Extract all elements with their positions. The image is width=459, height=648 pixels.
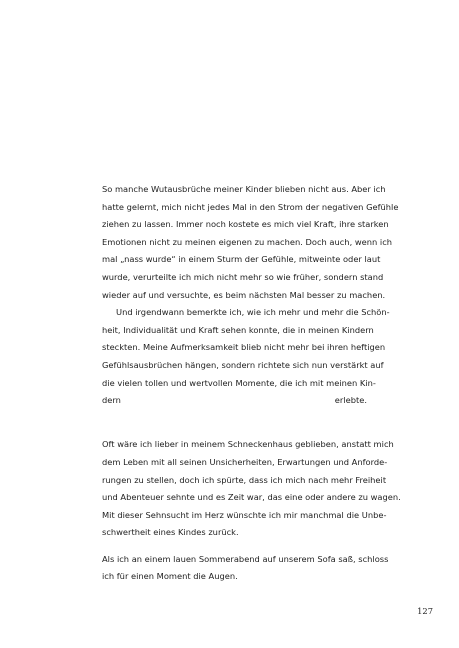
text-line: schwertheit eines Kindes zurück. xyxy=(102,527,239,538)
text-line: Gefühlsausbrüchen hängen, sondern richtete sich nun verstärkt auf xyxy=(102,359,384,370)
text-line: dern erlebte. xyxy=(102,395,367,406)
text-line: wurde, verurteilte ich mich nicht mehr so wie früher, sondern stand xyxy=(102,271,384,282)
page-number: 127 xyxy=(417,606,433,616)
paragraph-spacer xyxy=(102,542,367,551)
text-line: Und irgendwann bemerkte ich, wie ich mehr und mehr die Schön- xyxy=(116,307,390,318)
text-line: ziehen zu lassen. Immer noch kostete es mich viel Kraft, ihre starken xyxy=(102,219,389,230)
text-line: Emotionen nicht zu meinen eigenen zu machen. Doch auch, wenn ich xyxy=(102,236,393,247)
text-line: Mit dieser Sehnsucht im Herz wünschte ich mir manchmal die Unbe- xyxy=(102,509,387,520)
paragraph-3 xyxy=(102,436,401,542)
body-text xyxy=(102,181,401,586)
text-line xyxy=(102,410,367,428)
text-line: die vielen tollen und wertvollen Momente, die ich mit meinen Kin- xyxy=(102,377,376,388)
text-line: heit, Individualität und Kraft sehen konnte, die in meinen Kindern xyxy=(102,324,374,335)
text-line: So manche Wutausbrüche meiner Kinder blieben nicht aus. Aber ich xyxy=(102,184,386,194)
text-line: hatte gelernt, mich nicht jedes Mal in den Strom der negativen Gefühle xyxy=(102,201,399,212)
text-line: rungen zu stellen, doch ich spürte, dass ich mich nach mehr Freiheit xyxy=(102,474,387,485)
text-line: Als ich an einem lauen Sommerabend auf unserem Sofa saß, schloss xyxy=(102,553,389,564)
text-line: steckten. Meine Aufmerksamkeit blieb nicht mehr bei ihren heftigen xyxy=(102,342,386,353)
paragraph-1 xyxy=(102,181,399,304)
text-line: Oft wäre ich lieber in meinem Schneckenhaus geblieben, anstatt mich xyxy=(102,439,394,450)
text-line: dem Leben mit all seinen Unsicherheiten, Erwartungen und Anforde- xyxy=(102,456,388,467)
text-line: und Abenteuer sehnte und es Zeit war, das eine oder andere zu wagen. xyxy=(102,492,401,503)
paragraph-2 xyxy=(102,304,390,427)
paragraph-spacer xyxy=(102,427,367,436)
paragraph-4 xyxy=(102,551,389,586)
text-line: mal „nass wurde“ in einem Sturm der Gefühle, mitweinte oder laut xyxy=(102,254,381,265)
text-line: wieder auf und versuchte, es beim nächsten Mal besser zu machen. xyxy=(102,289,386,300)
text-line: ich für einen Moment die Augen. xyxy=(102,571,238,582)
